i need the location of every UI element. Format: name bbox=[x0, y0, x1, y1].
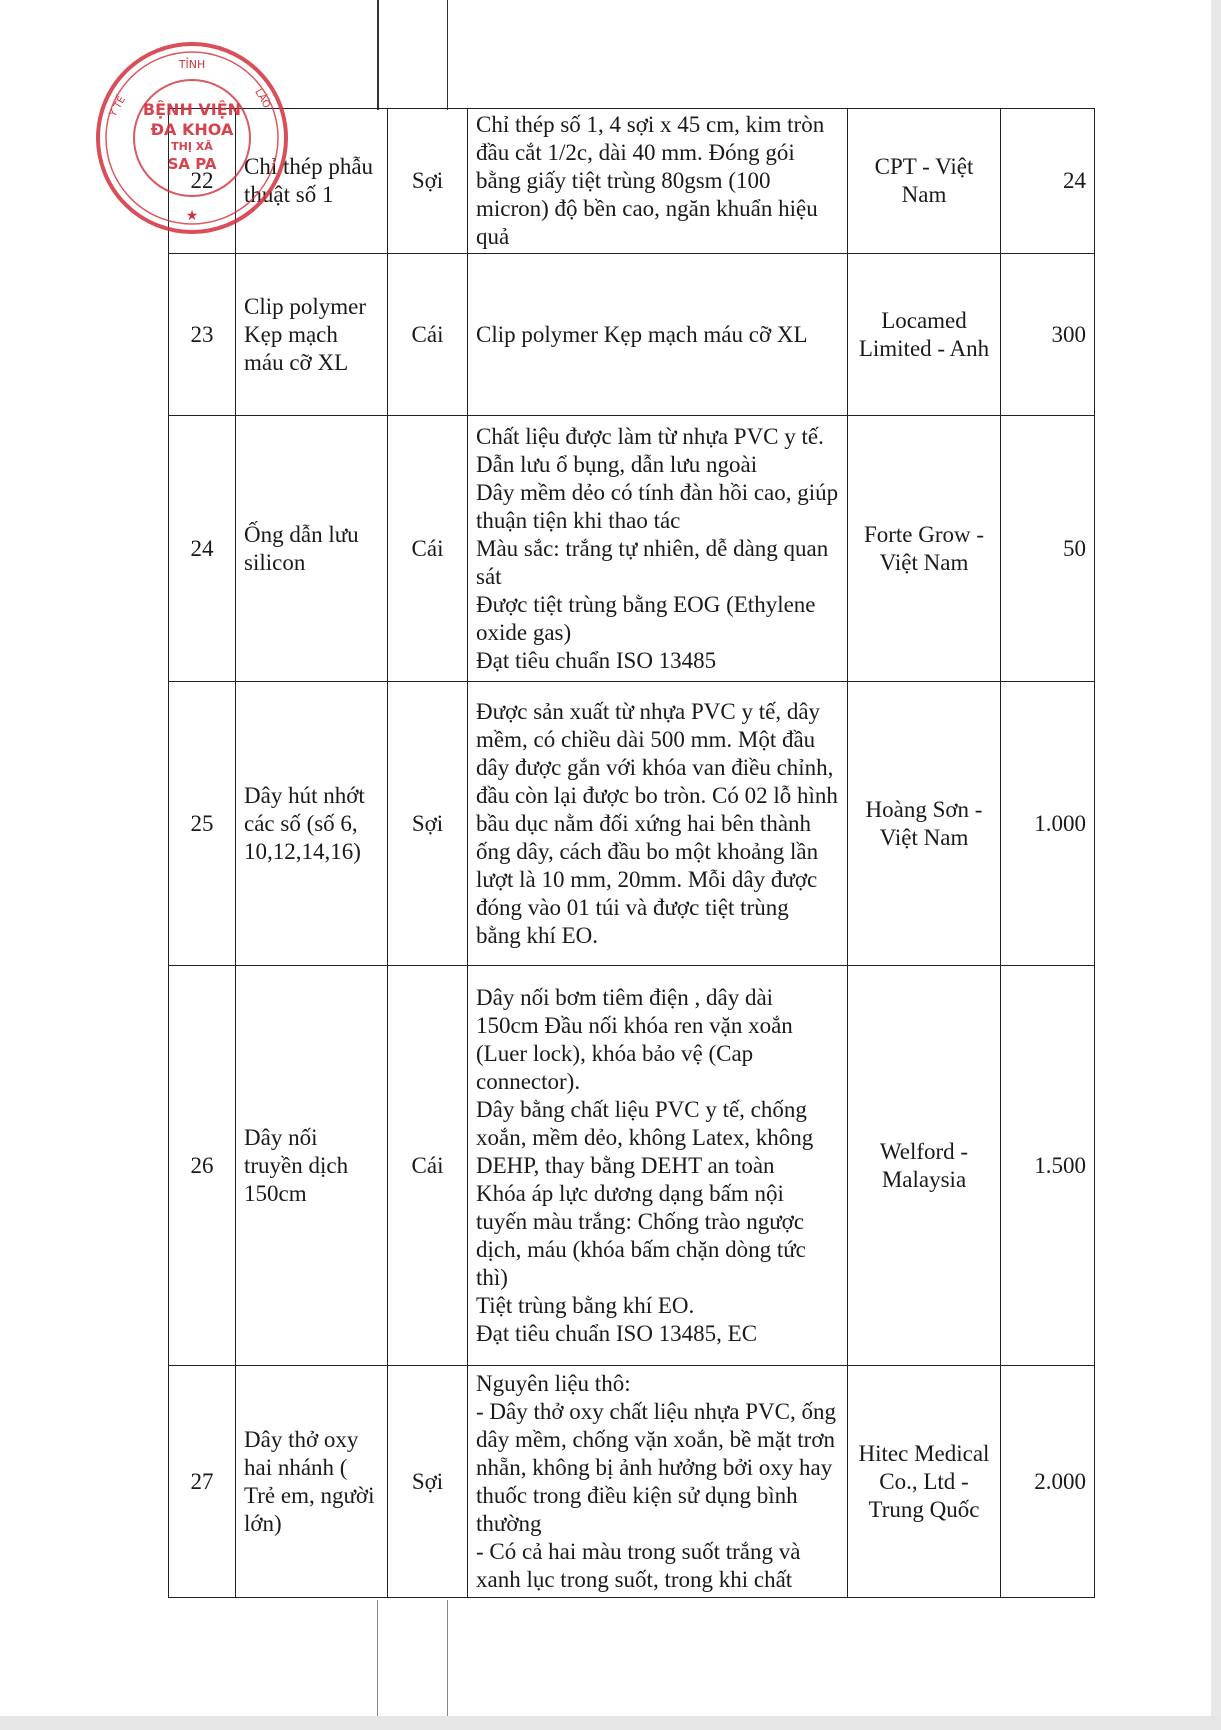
item-quantity: 300 bbox=[1001, 254, 1095, 416]
item-quantity: 24 bbox=[1001, 109, 1095, 254]
description-line: Clip polymer Kẹp mạch máu cỡ XL bbox=[476, 321, 808, 347]
table-row bbox=[169, 254, 1095, 416]
description-line: Dây nối bơm tiêm điện , dây dài 150cm Đầu nối khóa ren vặn xoắn (Luer lock), khóa bảo vệ (Cap connector). bbox=[476, 984, 793, 1094]
description-line: - Dây thở oxy chất liệu nhựa PVC, ống dây mềm, chống vặn xoắn, bề mặt trơn nhẵn, không bị ảnh hưởng bởi oxy hay thuốc trong điều kiện sử dụng bình thường bbox=[476, 1398, 836, 1536]
description-line: Chất liệu được làm từ nhựa PVC y tế. Dẫn lưu ổ bụng, dẫn lưu ngoài bbox=[476, 423, 824, 477]
item-number: 22 bbox=[169, 109, 236, 254]
item-unit: Sợi bbox=[388, 682, 468, 966]
table-row bbox=[169, 416, 1095, 682]
description-line: - Có cả hai màu trong suốt trắng và xanh lục trong suốt, trong khi chất bbox=[476, 1538, 801, 1592]
description-line: Đạt tiêu chuẩn ISO 13485, EC bbox=[476, 1320, 758, 1346]
description-line: Tiệt trùng bằng khí EO. bbox=[476, 1292, 695, 1318]
item-quantity: 1.500 bbox=[1001, 966, 1095, 1366]
item-name: Dây nối truyền dịch 150cm bbox=[236, 966, 388, 1366]
seal-line: BỆNH VIỆN bbox=[142, 100, 242, 119]
scan-line bbox=[447, 0, 448, 110]
table-row bbox=[169, 682, 1095, 966]
seal-ring-left: Y TẾ bbox=[107, 94, 129, 119]
item-origin: Welford - Malaysia bbox=[848, 966, 1001, 1366]
item-origin: Hitec Medical Co., Ltd - Trung Quốc bbox=[848, 1366, 1001, 1598]
seal-star-icon: ★ bbox=[185, 208, 199, 224]
item-description bbox=[468, 682, 848, 966]
item-number: 23 bbox=[169, 254, 236, 416]
table-row bbox=[169, 1366, 1095, 1598]
item-quantity: 50 bbox=[1001, 416, 1095, 682]
description-line: Dây bằng chất liệu PVC y tế, chống xoắn, mềm dẻo, không Latex, không DEHP, thay bằng DEHT an toàn bbox=[476, 1096, 814, 1178]
seal-line: SA PA bbox=[167, 155, 217, 173]
item-description bbox=[468, 109, 848, 254]
item-origin: CPT - Việt Nam bbox=[848, 109, 1001, 254]
item-name: Dây thở oxy hai nhánh ( Trẻ em, người lớn) bbox=[236, 1366, 388, 1598]
item-unit: Sợi bbox=[388, 109, 468, 254]
description-line: Dây mềm dẻo có tính đàn hồi cao, giúp thuận tiện khi thao tác bbox=[476, 479, 839, 533]
seal-ring-right: LÀO bbox=[252, 87, 273, 111]
item-unit: Cái bbox=[388, 966, 468, 1366]
item-name: Clip polymer Kẹp mạch máu cỡ XL bbox=[236, 254, 388, 416]
item-name: Dây hút nhớt các số (số 6, 10,12,14,16) bbox=[236, 682, 388, 966]
description-line: Đạt tiêu chuẩn ISO 13485 bbox=[476, 647, 717, 673]
item-quantity: 1.000 bbox=[1001, 682, 1095, 966]
item-number: 24 bbox=[169, 416, 236, 682]
item-origin: Forte Grow - Việt Nam bbox=[848, 416, 1001, 682]
scan-edge bbox=[0, 1716, 1221, 1730]
item-description bbox=[468, 254, 848, 416]
seal-line: ĐA KHOA bbox=[150, 120, 234, 139]
item-number: 27 bbox=[169, 1366, 236, 1598]
description-line: Màu sắc: trắng tự nhiên, dễ dàng quan sát bbox=[476, 535, 829, 589]
scan-line bbox=[447, 1600, 448, 1730]
supplies-table bbox=[168, 108, 1095, 1598]
table-row bbox=[169, 109, 1095, 254]
item-name: Chỉ thép phẫu thuật số 1 bbox=[236, 109, 388, 254]
scan-line bbox=[377, 1600, 378, 1730]
item-description bbox=[468, 416, 848, 682]
description-line: Khóa áp lực dương dạng bấm nội tuyến màu trắng: Chống trào ngược dịch, máu (khóa bấm chặn dòng tức thì) bbox=[476, 1180, 806, 1290]
seal-ring-top: TỈNH bbox=[178, 58, 206, 71]
item-quantity: 2.000 bbox=[1001, 1366, 1095, 1598]
description-line: Được tiệt trùng bằng EOG (Ethylene oxide gas) bbox=[476, 591, 816, 645]
item-unit: Cái bbox=[388, 416, 468, 682]
item-description bbox=[468, 1366, 848, 1598]
item-name: Ống dẫn lưu silicon bbox=[236, 416, 388, 682]
item-number: 26 bbox=[169, 966, 236, 1366]
description-line: Chỉ thép số 1, 4 sợi x 45 cm, kim tròn đầu cắt 1/2c, dài 40 mm. Đóng gói bằng giấy tiệt trùng 80gsm (100 micron) độ bền cao, ngăn khuẩn hiệu quả bbox=[476, 112, 825, 249]
scan-line bbox=[377, 0, 379, 110]
item-origin: Locamed Limited - Anh bbox=[848, 254, 1001, 416]
item-unit: Cái bbox=[388, 254, 468, 416]
item-number: 25 bbox=[169, 682, 236, 966]
item-description bbox=[468, 966, 848, 1366]
item-origin: Hoàng Sơn - Việt Nam bbox=[848, 682, 1001, 966]
item-unit: Sợi bbox=[388, 1366, 468, 1598]
seal-line: THỊ XÃ bbox=[171, 140, 213, 153]
scan-edge bbox=[1211, 0, 1221, 1730]
table-row bbox=[169, 966, 1095, 1366]
description-line: Nguyên liệu thô: bbox=[476, 1370, 631, 1396]
description-line: Được sản xuất từ nhựa PVC y tế, dây mềm, có chiều dài 500 mm. Một đầu dây được gắn với khóa van điều chỉnh, đầu còn lại được bo tròn. Có 02 lỗ hình bầu dục nằm đối xứng hai bên thành ống dây, cách đầu bo một khoảng lần lượt là 10 mm, 20mm. Mỗi dây được đóng vào 01 túi và được tiệt trùng bằng khí EO. bbox=[476, 698, 838, 948]
